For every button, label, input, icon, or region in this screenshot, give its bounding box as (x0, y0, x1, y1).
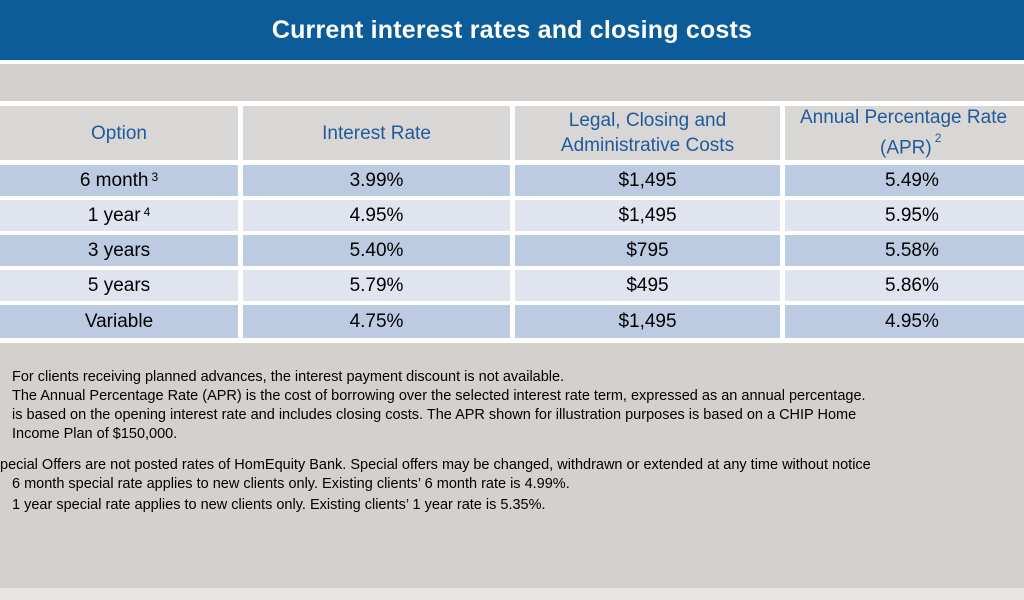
special-offers-note: pecial Offers are not posted rates of HomEquity Bank. Special offers may be changed, withdrawn or extended at any time without notice (0, 457, 871, 473)
footnote-2-end: Income Plan of $150,000. (12, 426, 178, 442)
footnote-1: For clients receiving planned advances, the interest payment discount is not available. (12, 369, 565, 385)
header-option (0, 106, 238, 160)
cell-costs: $1,495 (515, 200, 780, 231)
header-apr-line2 (880, 130, 941, 160)
cell-interest-rate: 5.79% (243, 270, 510, 301)
option-text: Variable (84, 310, 154, 332)
cell-costs: $495 (515, 270, 780, 301)
footnote-2-cont: is based on the opening interest rate and includes closing costs. The APR shown for illustration purposes is based on a CHIP Home (12, 407, 857, 423)
header-apr-line1: Annual Percentage Rate (800, 107, 1008, 129)
cell-option (0, 305, 238, 338)
cell-apr: 5.58% (785, 235, 1024, 266)
cell-interest-rate: 4.75% (243, 305, 510, 338)
cell-interest-rate: 3.99% (243, 165, 510, 196)
cell-interest-rate: 4.95% (243, 200, 510, 231)
header-interest-rate (243, 106, 510, 160)
header-costs-line2: Administrative Costs (560, 135, 735, 156)
cell-option (0, 270, 238, 301)
option-text: 3 years (87, 239, 151, 261)
cell-apr: 5.49% (785, 165, 1024, 196)
header-apr-line2-text: (APR) (880, 137, 932, 159)
option-text: 1 year (87, 204, 141, 226)
rates-table (0, 101, 1024, 343)
cell-costs: $795 (515, 235, 780, 266)
header-option-label: Option (91, 122, 147, 144)
cell-apr: 4.95% (785, 305, 1024, 338)
title-divider (0, 60, 1024, 64)
header-costs-line1: Legal, Closing and (568, 110, 727, 131)
page-title: Current interest rates and closing costs (0, 0, 1024, 60)
header-apr-footnote: 2 (934, 131, 942, 146)
header-interest-rate-label: Interest Rate (322, 122, 431, 144)
footnote-2: The Annual Percentage Rate (APR) is the cost of borrowing over the selected interest rate term, expressed as an annual percentage. (12, 388, 866, 404)
option-text: 6 month (79, 169, 149, 191)
cell-option (0, 165, 238, 196)
cell-interest-rate: 5.40% (243, 235, 510, 266)
header-costs (515, 106, 780, 160)
cell-costs: $1,495 (515, 305, 780, 338)
option-footnote: 3 (151, 169, 159, 184)
cell-option (0, 235, 238, 266)
footnote-3: 6 month special rate applies to new clients only. Existing clients’ 6 month rate is 4.99%. (12, 476, 570, 492)
cell-costs: $1,495 (515, 165, 780, 196)
option-footnote: 4 (143, 204, 151, 219)
option-text: 5 years (87, 274, 151, 296)
cell-apr: 5.86% (785, 270, 1024, 301)
cell-apr: 5.95% (785, 200, 1024, 231)
bottom-border (0, 588, 1024, 600)
header-apr (785, 106, 1024, 160)
footnote-4: 1 year special rate applies to new clients only. Existing clients’ 1 year rate is 5.35%. (12, 497, 546, 513)
cell-option (0, 200, 238, 231)
